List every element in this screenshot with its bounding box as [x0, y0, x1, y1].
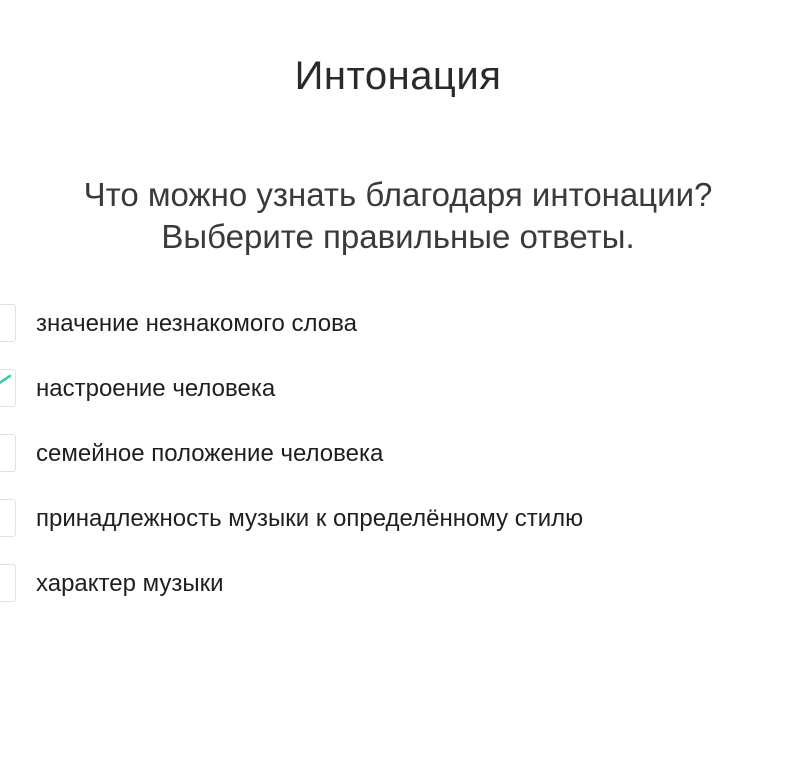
option-item[interactable]	[0, 304, 796, 344]
option-item[interactable]	[0, 564, 796, 604]
option-label: настроение человека	[36, 375, 276, 402]
answer-options	[0, 304, 796, 629]
option-item[interactable]	[0, 434, 796, 474]
option-checkbox[interactable]	[0, 499, 16, 537]
option-label: значение незнакомого слова	[36, 310, 357, 337]
checkmark-icon	[0, 370, 17, 408]
option-checkbox[interactable]	[0, 304, 16, 342]
option-checkbox[interactable]	[0, 564, 16, 602]
option-label: принадлежность музыки к определённому стилю	[36, 505, 584, 532]
option-checkbox[interactable]	[0, 434, 16, 472]
option-checkbox[interactable]	[0, 369, 16, 407]
option-label: характер музыки	[36, 570, 224, 597]
option-label: семейное положение человека	[36, 440, 384, 467]
page-title: Интонация	[294, 54, 502, 98]
question-text	[0, 174, 796, 258]
option-item[interactable]	[0, 369, 796, 409]
option-item[interactable]	[0, 499, 796, 539]
question-line-1: Что можно узнать благодаря интонации?	[83, 176, 713, 213]
question-line-2: Выберите правильные ответы.	[161, 218, 635, 255]
